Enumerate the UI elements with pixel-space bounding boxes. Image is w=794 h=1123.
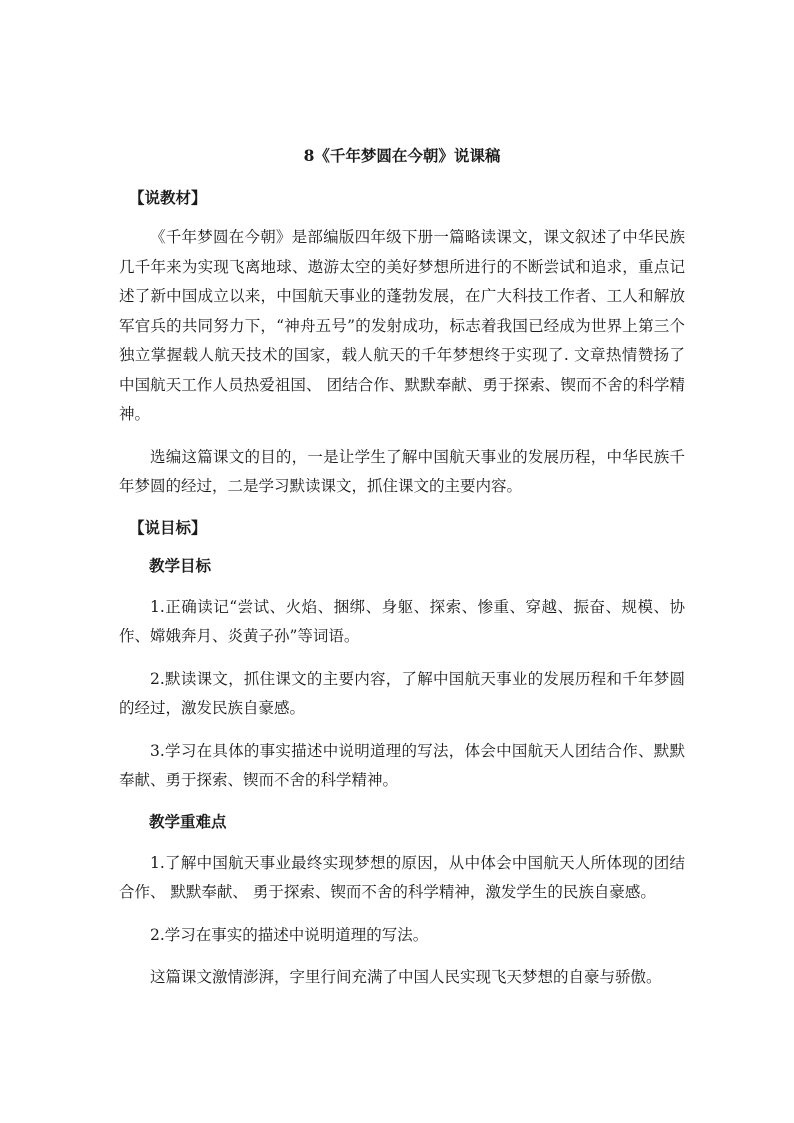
section-heading-goals: 【说目标】 [129, 517, 207, 537]
textbook-paragraph-2: 选编这篇课文的目的，一是让学生了解中国航天事业的发展历程，中华民族千年梦圆的经过，二是学习默读课文，抓住课文的主要内容。 [119, 447, 685, 495]
closing-paragraph: 这篇课文激情澎湃，字里行间充满了中国人民实现飞天梦想的自豪与骄傲。 [150, 968, 662, 986]
teaching-goals-heading: 教学目标 [149, 555, 212, 575]
teaching-goal-3: 3.学习在具体的事实描述中说明道理的写法，体会中国航天人团结合作、默默奉献、勇于探索、锲而不舍的科学精神。 [119, 741, 685, 789]
document-title: 8《千年梦圆在今朝》说课稿 [303, 146, 501, 165]
document-page [119, 143, 685, 1006]
key-points-heading: 教学重难点 [149, 811, 227, 831]
teaching-goal-1: 1.正确读记“尝试、火焰、捆绑、身躯、探索、惨重、穿越、振奋、规模、协作、嫦娥奔月、炎黄子孙”等词语。 [119, 597, 685, 645]
teaching-goal-2: 2.默读课文，抓住课文的主要内容，了解中国航天事业的发展历程和千年梦圆的经过，激发民族自豪感。 [119, 669, 685, 717]
textbook-paragraph-1: 《千年梦圆在今朝》是部编版四年级下册一篇略读课文，课文叙述了中华民族几千年来为实现飞离地球、遨游太空的美好梦想所进行的不断尝试和追求，重点记述了新中国成立以来，中国航天事业的蓬勃发展，在广大科技工作者、工人和解放军官兵的共同努力下，“神舟五号”的发射成功，标志着我国已经成为世界上第三个独立掌握载人航天技术的国家，载人航天的千年梦想终于实现了. 文章热情赞扬了中国航天工作人员热爱祖国、 团结合作、默默奉献、勇于探索、锲而不舍的科学精神。 [119, 228, 685, 423]
key-point-2: 2.学习在事实的描述中说明道理的写法。 [150, 925, 429, 944]
section-heading-textbook: 【说教材】 [129, 188, 207, 207]
key-point-1: 1.了解中国航天事业最终实现梦想的原因，从中体会中国航天人所体现的团结合作、 默默奉献、 勇于探索、锲而不舍的科学精神，激发学生的民族自豪感。 [119, 853, 685, 901]
